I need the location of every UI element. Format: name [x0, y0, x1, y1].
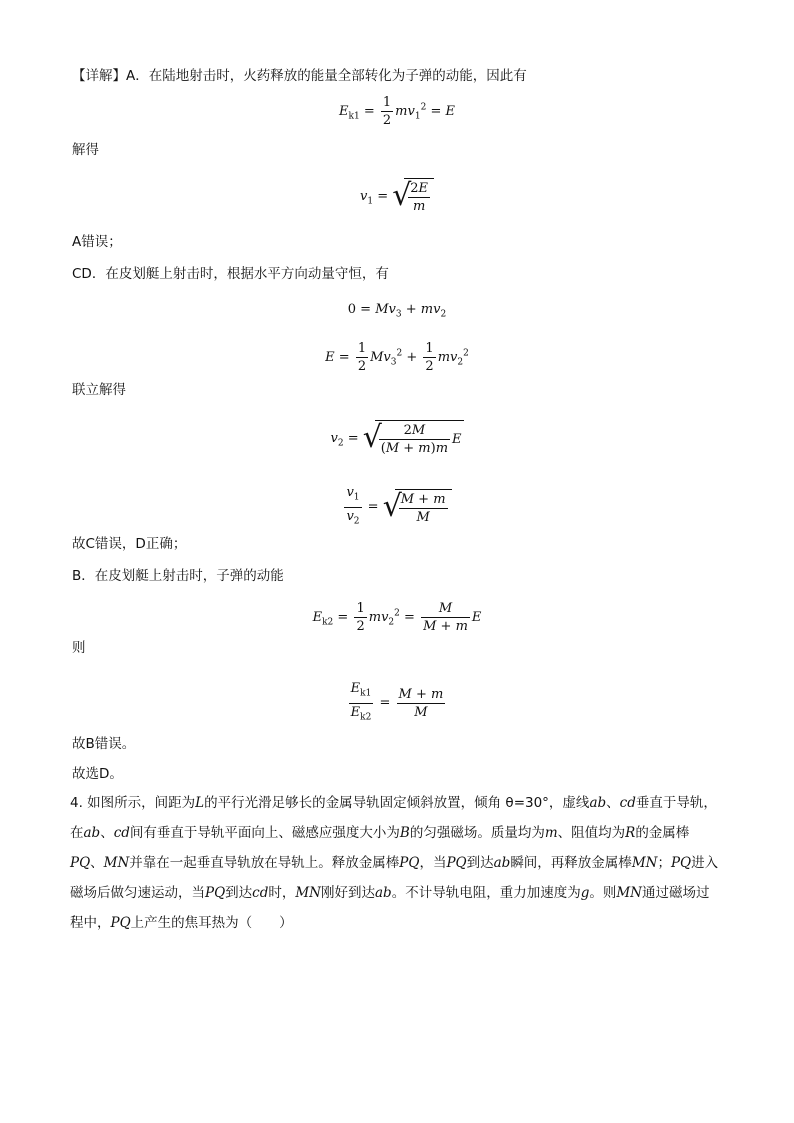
equation-ratio-ek: $\frac{E_{k1}}{E_{k2}}$ = $\frac{M + m}{M}$ — [350, 681, 444, 723]
a-wrong-line: A错误； — [72, 234, 122, 250]
equation-v1: $v_1$ = √ $\frac{2E}{m}$ — [0, 178, 794, 215]
combine-solve-label: 联立解得 — [72, 382, 126, 398]
equation-ek1: $E_{k1}$ = $\frac{1}{2}$ $mv_1^2 = E$ — [339, 95, 455, 128]
cd-intro-line: CD．在皮划艇上射击时，根据水平方向动量守恒，有 — [72, 266, 389, 282]
equation-momentum: $0 = Mv_3 + mv_2$ — [347, 302, 447, 320]
solution-intro-line: 【详解】A．在陆地射击时，火药释放的能量全部转化为子弹的动能，因此有 — [72, 68, 527, 84]
equation-ek2: $E_{k2}$ = $\frac{1}{2}$ $mv_2^2$ = $\frac{M}{M + m}$ E — [312, 601, 482, 634]
b-wrong-line: 故B错误。 — [72, 736, 136, 752]
equation-energy: E = $\frac{1}{2}$ $Mv_3^2$ + $\frac{1}{2}$ $mv_2^2$ — [325, 341, 469, 374]
solve-label: 解得 — [72, 142, 99, 158]
equation-v2: $v_2$ = √ $\frac{2M}{(M + m)m}$ E — [330, 420, 462, 456]
equation-ratio-v: $\frac{v_1}{v_2}$ = √ $\frac{M + m}{M}$ — [0, 484, 794, 530]
b-intro-line: B．在皮划艇上射击时，子弹的动能 — [72, 568, 284, 584]
question-4: 4. 如图所示，间距为L的平行光滑足够长的金属导轨固定倾斜放置，倾角 θ=30°，虚线ab、cd垂直于导轨，在ab、cd间有垂直于导轨平面向上、磁感应强度大小为B的匀强磁场。质量均为m、阻值均为R的金属棒PQ、MN并靠在一起垂直导轨放在导轨上。释放金属棒PQ，当PQ到达ab瞬间，再释放金属棒MN；PQ进入磁场后做匀速运动，当PQ到达cd时，MN刚好到达ab。不计导轨电阻，重力加速度为g。则MN通过磁场过程中，PQ上产生的焦耳热为（ ） — [70, 795, 719, 931]
answer-line: 故选D。 — [72, 766, 123, 782]
c-wrong-d-right-line: 故C错误，D正确； — [72, 536, 187, 552]
then-label: 则 — [72, 640, 86, 656]
